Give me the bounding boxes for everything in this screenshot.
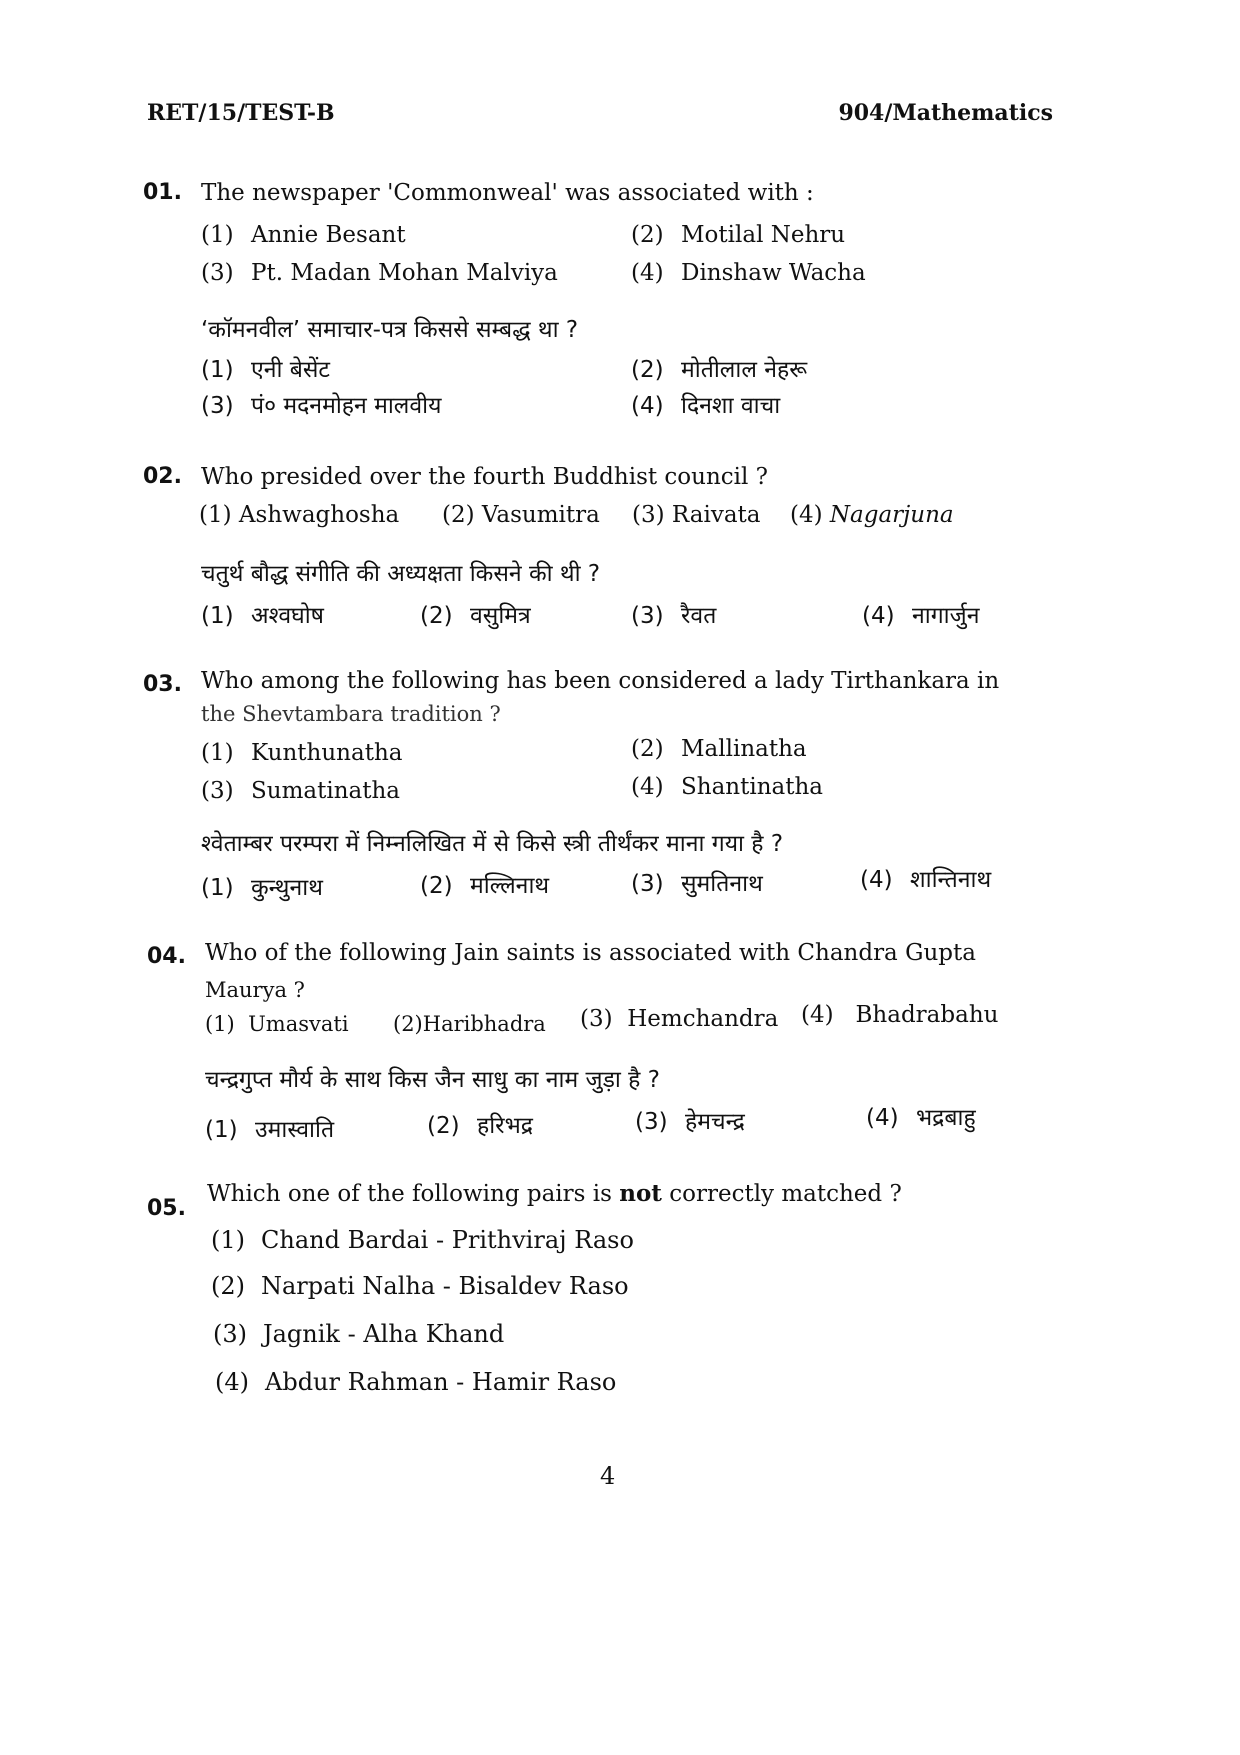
option-number: (3) [631, 603, 664, 629]
option-number: (4) [801, 1002, 834, 1028]
option-text: Raivata [671, 502, 761, 528]
option-text: Bhadrabahu [855, 1002, 999, 1028]
option-en-1 [201, 222, 406, 248]
option-number: (4) [866, 1105, 899, 1131]
option-text: Dinshaw Wacha [681, 260, 866, 286]
option-number: (1) [201, 740, 234, 766]
option-text: उमास्वाति [255, 1117, 335, 1143]
option-number: (4) [631, 393, 664, 419]
question-text-part: correctly matched ? [669, 1181, 902, 1207]
option-text: Haribhadra [422, 1012, 546, 1036]
paper-code: RET/15/TEST-B [147, 100, 335, 126]
option-text: Chand Bardai - Prithviraj Raso [261, 1226, 634, 1254]
option-en-4 [801, 1002, 998, 1028]
option-en-1 [199, 502, 399, 528]
option-number: (2) [631, 357, 664, 383]
option-text: Jagnik - Alha Khand [263, 1320, 505, 1348]
option-number: (1) [201, 875, 234, 901]
option-number: (3) [635, 1109, 668, 1135]
option-number: (1) [201, 222, 234, 248]
option-en-1 [211, 1226, 634, 1254]
option-hi-3 [201, 388, 441, 420]
option-text: अश्वघोष [251, 603, 324, 629]
option-en-2 [442, 502, 600, 528]
option-text: शान्तिनाथ [910, 867, 992, 893]
question-text-en [207, 1180, 902, 1207]
option-text: नागार्जुन [912, 603, 980, 629]
question-text-en-line2: Maurya ? [205, 978, 305, 1002]
option-en-3 [213, 1320, 504, 1348]
option-en-1 [201, 740, 402, 766]
option-hi-1 [201, 598, 324, 630]
option-text: Mallinatha [681, 736, 807, 762]
question-number: 04. [147, 944, 186, 969]
option-en-2 [211, 1272, 629, 1300]
option-number: (4) [790, 502, 823, 528]
option-number: (4) [860, 867, 893, 893]
option-text: भद्रबाहु [916, 1105, 976, 1131]
option-text: एनी बेसेंट [251, 357, 331, 383]
option-text: Vasumitra [481, 502, 600, 528]
option-hi-3 [631, 598, 716, 630]
question-text-en: Who presided over the fourth Buddhist council ? [201, 464, 769, 490]
option-text: दिनशा वाचा [681, 393, 781, 419]
question-text-en-line1: Who among the following has been considered a lady Tirthankara in [201, 668, 1000, 694]
option-hi-2 [420, 868, 549, 900]
option-en-3 [632, 502, 760, 528]
option-number: (4) [631, 260, 664, 286]
option-number: (2) [631, 736, 664, 762]
question-text-en-line2: the Shevtambara tradition ? [201, 702, 501, 726]
option-hi-2 [631, 352, 807, 384]
option-number: (1) [205, 1117, 238, 1143]
option-number: (1) [211, 1226, 245, 1254]
option-text: Shantinatha [681, 774, 823, 800]
option-number: (1) [199, 502, 232, 528]
option-number: (1) [201, 357, 234, 383]
option-hi-3 [635, 1104, 745, 1136]
option-en-1 [205, 1012, 349, 1036]
question-text-en: The newspaper 'Commonweal' was associated with : [201, 180, 814, 206]
option-number: (3) [213, 1320, 247, 1348]
option-en-3 [201, 778, 400, 804]
option-number: (1) [201, 603, 234, 629]
option-text: Abdur Rahman - Hamir Raso [265, 1368, 617, 1396]
option-text: Hemchandra [627, 1006, 779, 1032]
option-number: (2) [442, 502, 475, 528]
question-text-hi: चन्द्रगुप्त मौर्य के साथ किस जैन साधु का नाम जुड़ा है ? [205, 1067, 660, 1093]
question-text-emphasis: not [619, 1180, 662, 1207]
option-text: मोतीलाल नेहरू [681, 357, 808, 383]
option-hi-2 [427, 1108, 533, 1140]
option-en-2 [631, 222, 845, 248]
option-number: (4) [631, 774, 664, 800]
option-number: (2) [393, 1012, 423, 1036]
option-en-4 [631, 260, 866, 286]
option-number: (2) [420, 603, 453, 629]
option-number: (3) [580, 1006, 613, 1032]
option-hi-4 [866, 1100, 976, 1132]
option-hi-4 [631, 388, 780, 420]
option-hi-4 [862, 598, 979, 630]
option-text: कुन्थुनाथ [251, 875, 323, 901]
option-text: हरिभद्र [477, 1113, 533, 1139]
question-number: 01. [143, 180, 182, 205]
option-number: (3) [201, 393, 234, 419]
option-text: Sumatinatha [251, 778, 400, 804]
option-text: हेमचन्द्र [685, 1109, 745, 1135]
option-en-4 [790, 502, 954, 528]
option-en-3 [580, 1006, 778, 1032]
option-hi-4 [860, 862, 991, 894]
question-text-en-line1: Who of the following Jain saints is associated with Chandra Gupta [205, 940, 976, 966]
option-en-4 [215, 1368, 616, 1396]
option-text: Pt. Madan Mohan Malviya [251, 260, 558, 286]
question-number: 05. [147, 1196, 186, 1221]
option-en-3 [201, 260, 558, 286]
option-number: (2) [211, 1272, 245, 1300]
option-number: (4) [215, 1368, 249, 1396]
option-number: (2) [631, 222, 664, 248]
question-text-hi: ‘कॉमनवील’ समाचार-पत्र किससे सम्बद्ध था ? [201, 317, 579, 343]
option-text: Annie Besant [251, 222, 406, 248]
option-number: (3) [201, 778, 234, 804]
option-text: Umasvati [248, 1012, 349, 1036]
option-text: वसुमित्र [470, 603, 531, 629]
option-number: (2) [420, 873, 453, 899]
option-number: (3) [632, 502, 665, 528]
question-text-hi: चतुर्थ बौद्ध संगीति की अध्यक्षता किसने की थी ? [201, 561, 601, 587]
option-text: पं० मदनमोहन मालवीय [251, 393, 442, 419]
option-en-2 [393, 1012, 546, 1036]
option-hi-2 [420, 598, 531, 630]
option-text: Narpati Nalha - Bisaldev Raso [261, 1272, 629, 1300]
option-text: रैवत [681, 603, 717, 629]
subject-title: 904/Mathematics [838, 100, 1053, 126]
option-number: (4) [862, 603, 895, 629]
option-number: (3) [201, 260, 234, 286]
option-hi-1 [201, 352, 330, 384]
option-text: Kunthunatha [251, 740, 403, 766]
option-number: (3) [631, 871, 664, 897]
question-text-hi: श्वेताम्बर परम्परा में निम्नलिखित में से किसे स्त्री तीर्थंकर माना गया है ? [201, 831, 784, 857]
question-number: 02. [143, 464, 182, 489]
option-text: सुमतिनाथ [681, 871, 763, 897]
option-hi-3 [631, 866, 763, 898]
option-en-4 [631, 774, 823, 800]
option-hi-1 [205, 1112, 334, 1144]
option-text: Ashwaghosha [238, 502, 400, 528]
question-text-part: Which one of the following pairs is [207, 1181, 612, 1207]
option-text: Motilal Nehru [681, 222, 846, 248]
option-hi-1 [201, 870, 323, 902]
option-number: (1) [205, 1012, 235, 1036]
option-text: Nagarjuna [829, 502, 954, 528]
page-number: 4 [600, 1462, 616, 1490]
option-text: मल्लिनाथ [470, 873, 550, 899]
option-number: (2) [427, 1113, 460, 1139]
option-en-2 [631, 736, 807, 762]
question-number: 03. [143, 672, 182, 697]
